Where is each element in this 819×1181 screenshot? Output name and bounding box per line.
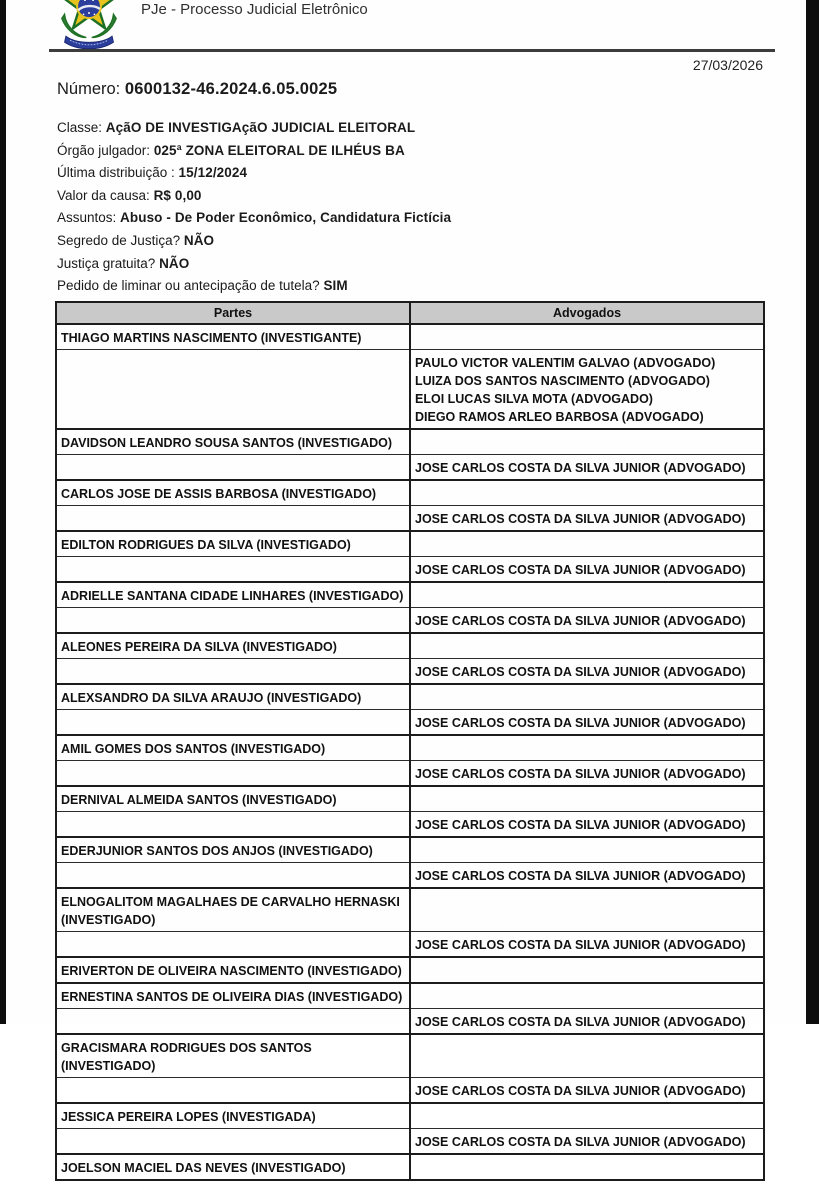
metadata-label: Classe: [57,120,106,135]
advogados-row [56,659,764,685]
advogados-cell [410,1078,764,1104]
party-cell: AMIL GOMES DOS SANTOS (INVESTIGADO) [61,742,326,756]
advogados-row [56,608,764,634]
party-row [56,957,764,983]
advogados-row [56,1129,764,1155]
party-cell: DAVIDSON LEANDRO SOUSA SANTOS (INVESTIGADO) [61,436,393,450]
advogado-name: PAULO VICTOR VALENTIM GALVAO (ADVOGADO) [415,356,716,370]
advogados-cell-empty [410,324,764,350]
party-cell: GRACISMARA RODRIGUES DOS SANTOS (INVESTIGADO) [61,1041,312,1073]
party-cell: EDILTON RODRIGUES DA SILVA (INVESTIGADO) [61,538,351,552]
metadata-label: Órgão julgador: [57,142,154,158]
advogados-cell-empty [410,684,764,710]
advogados-cell-empty [410,480,764,506]
advogado-name: JOSE CARLOS COSTA DA SILVA JUNIOR (ADVOGADO) [415,665,746,679]
brazil-coat-of-arms-icon [55,0,123,47]
party-cell-empty [56,608,410,634]
metadata-label: Justiça gratuita? [57,255,160,271]
advogados-row [56,863,764,889]
parties-table [55,301,765,1181]
party-row [56,324,764,350]
party-cell: ELNOGALITOM MAGALHAES DE CARVALHO HERNASKI (INVESTIGADO) [61,895,400,927]
advogados-row [56,932,764,958]
metadata-value: AçãO DE INVESTIGAçãO JUDICIAL ELEITORAL [105,120,416,135]
metadata-value: NÃO [183,232,215,248]
party-row [56,837,764,863]
metadata-line [57,210,767,233]
party-row [56,1103,764,1129]
metadata-label: Assuntos: [57,210,121,226]
metadata-value: SIM [323,278,348,294]
metadata-line [57,143,767,166]
party-row [56,888,764,932]
advogados-cell [410,557,764,583]
party-group [56,582,764,633]
advogados-cell-empty [410,531,764,557]
party-group [56,1034,764,1103]
advogados-row [56,1078,764,1104]
advogados-row [56,1009,764,1035]
party-row [56,684,764,710]
advogado-name: JOSE CARLOS COSTA DA SILVA JUNIOR (ADVOGADO) [415,512,746,526]
case-number-value: 0600132-46.2024.6.05.0025 [124,80,338,98]
metadata-value: NÃO [159,255,190,271]
advogado-name: JOSE CARLOS COSTA DA SILVA JUNIOR (ADVOGADO) [415,1084,746,1098]
advogado-name: JOSE CARLOS COSTA DA SILVA JUNIOR (ADVOGADO) [415,461,746,475]
app-title: PJe - Processo Judicial Eletrônico [141,1,368,18]
party-row [56,633,764,659]
advogado-name: JOSE CARLOS COSTA DA SILVA JUNIOR (ADVOGADO) [415,563,746,577]
advogados-cell-empty [410,582,764,608]
party-row [56,531,764,557]
party-group [56,735,764,786]
advogados-cell [410,506,764,532]
case-metadata [57,120,767,301]
advogados-cell-empty [410,1154,764,1180]
photo-edge-left [0,0,6,1024]
advogados-cell [410,932,764,958]
party-cell: ALEXSANDRO DA SILVA ARAUJO (INVESTIGADO) [61,691,362,705]
party-cell: EDERJUNIOR SANTOS DOS ANJOS (INVESTIGADO) [61,844,373,858]
metadata-line [57,256,767,279]
metadata-line [57,233,767,256]
column-header-partes: Partes [56,302,410,324]
advogados-row [56,350,764,430]
advogados-cell [410,1129,764,1155]
metadata-label: Última distribuição : [57,165,179,181]
metadata-value: Abuso - De Poder Econômico, Candidatura Fictícia [120,210,452,226]
party-cell-empty [56,350,410,430]
party-row [56,429,764,455]
advogados-row [56,812,764,838]
party-row [56,786,764,812]
party-row [56,582,764,608]
advogados-cell [410,1009,764,1035]
metadata-label: Segredo de Justiça? [57,232,184,248]
table-header-row [56,302,764,324]
party-cell-empty [56,506,410,532]
party-cell: ADRIELLE SANTANA CIDADE LINHARES (INVESTIGADO) [61,589,404,603]
advogados-cell-empty [410,786,764,812]
document-date: 27/03/2026 [692,57,763,73]
advogado-name: JOSE CARLOS COSTA DA SILVA JUNIOR (ADVOGADO) [415,614,746,628]
advogados-cell-empty [410,633,764,659]
advogado-name: JOSE CARLOS COSTA DA SILVA JUNIOR (ADVOGADO) [415,938,746,952]
party-row [56,1154,764,1180]
party-cell: THIAGO MARTINS NASCIMENTO (INVESTIGANTE) [61,331,362,345]
party-group [56,633,764,684]
advogados-cell [410,710,764,736]
advogado-name: ELOI LUCAS SILVA MOTA (ADVOGADO) [415,392,653,406]
metadata-value: 15/12/2024 [178,165,248,181]
advogado-name: JOSE CARLOS COSTA DA SILVA JUNIOR (ADVOGADO) [415,1015,746,1029]
party-group [56,480,764,531]
header-divider [49,49,775,52]
advogado-name: JOSE CARLOS COSTA DA SILVA JUNIOR (ADVOGADO) [415,818,746,832]
advogados-row [56,455,764,481]
advogados-cell-empty [410,1103,764,1129]
advogados-cell-empty [410,983,764,1009]
advogados-cell [410,455,764,481]
advogados-cell [410,812,764,838]
party-row [56,1034,764,1078]
party-cell: ERIVERTON DE OLIVEIRA NASCIMENTO (INVESTIGADO) [61,964,402,978]
party-cell: CARLOS JOSE DE ASSIS BARBOSA (INVESTIGADO) [61,487,377,501]
case-number-label: Número: [57,80,121,98]
party-row [56,983,764,1009]
party-cell-empty [56,761,410,787]
party-group [56,324,764,429]
metadata-line [57,165,767,188]
advogados-row [56,506,764,532]
party-group [56,1154,764,1180]
column-header-advogados: Advogados [410,302,764,324]
party-group [56,531,764,582]
party-cell-empty [56,863,410,889]
advogados-row [56,710,764,736]
advogado-name: JOSE CARLOS COSTA DA SILVA JUNIOR (ADVOGADO) [415,767,746,781]
party-cell-empty [56,1009,410,1035]
party-cell-empty [56,710,410,736]
advogados-row [56,557,764,583]
advogados-cell [410,350,764,430]
party-cell: JESSICA PEREIRA LOPES (INVESTIGADA) [61,1110,316,1124]
advogado-name: JOSE CARLOS COSTA DA SILVA JUNIOR (ADVOGADO) [415,869,746,883]
metadata-line [57,278,767,301]
party-group [56,983,764,1034]
metadata-line [57,188,767,211]
party-cell: DERNIVAL ALMEIDA SANTOS (INVESTIGADO) [61,793,337,807]
party-cell: ALEONES PEREIRA DA SILVA (INVESTIGADO) [61,640,337,654]
party-group [56,957,764,983]
advogados-cell [410,608,764,634]
metadata-label: Pedido de liminar ou antecipação de tutela? [57,278,324,294]
advogados-row [56,761,764,787]
photo-edge-right [806,0,819,1024]
case-number-line [57,80,337,99]
advogados-cell [410,761,764,787]
party-cell-empty [56,557,410,583]
advogados-cell-empty [410,1034,764,1078]
advogados-cell-empty [410,957,764,983]
party-group [56,1103,764,1154]
party-row [56,735,764,761]
advogado-name: JOSE CARLOS COSTA DA SILVA JUNIOR (ADVOGADO) [415,716,746,730]
party-cell-empty [56,1129,410,1155]
party-cell: ERNESTINA SANTOS DE OLIVEIRA DIAS (INVESTIGADO) [61,990,403,1004]
party-group [56,684,764,735]
party-group [56,888,764,957]
metadata-value: 025ª ZONA ELEITORAL DE ILHÉUS BA [153,142,405,158]
advogados-cell-empty [410,837,764,863]
advogado-name: LUIZA DOS SANTOS NASCIMENTO (ADVOGADO) [415,374,710,388]
advogados-cell-empty [410,735,764,761]
party-cell-empty [56,455,410,481]
metadata-line [57,120,767,143]
party-cell-empty [56,812,410,838]
advogados-cell [410,863,764,889]
party-cell-empty [56,659,410,685]
metadata-label: Valor da causa: [57,187,154,203]
advogado-name: DIEGO RAMOS ARLEO BARBOSA (ADVOGADO) [415,410,704,424]
party-group [56,786,764,837]
advogados-cell [410,659,764,685]
advogados-cell-empty [410,888,764,932]
party-cell-empty [56,1078,410,1104]
party-cell-empty [56,932,410,958]
party-row [56,480,764,506]
party-group [56,429,764,480]
advogado-name: JOSE CARLOS COSTA DA SILVA JUNIOR (ADVOGADO) [415,1135,746,1149]
advogados-cell-empty [410,429,764,455]
metadata-value: R$ 0,00 [153,187,202,203]
party-group [56,837,764,888]
party-cell: JOELSON MACIEL DAS NEVES (INVESTIGADO) [61,1161,346,1175]
